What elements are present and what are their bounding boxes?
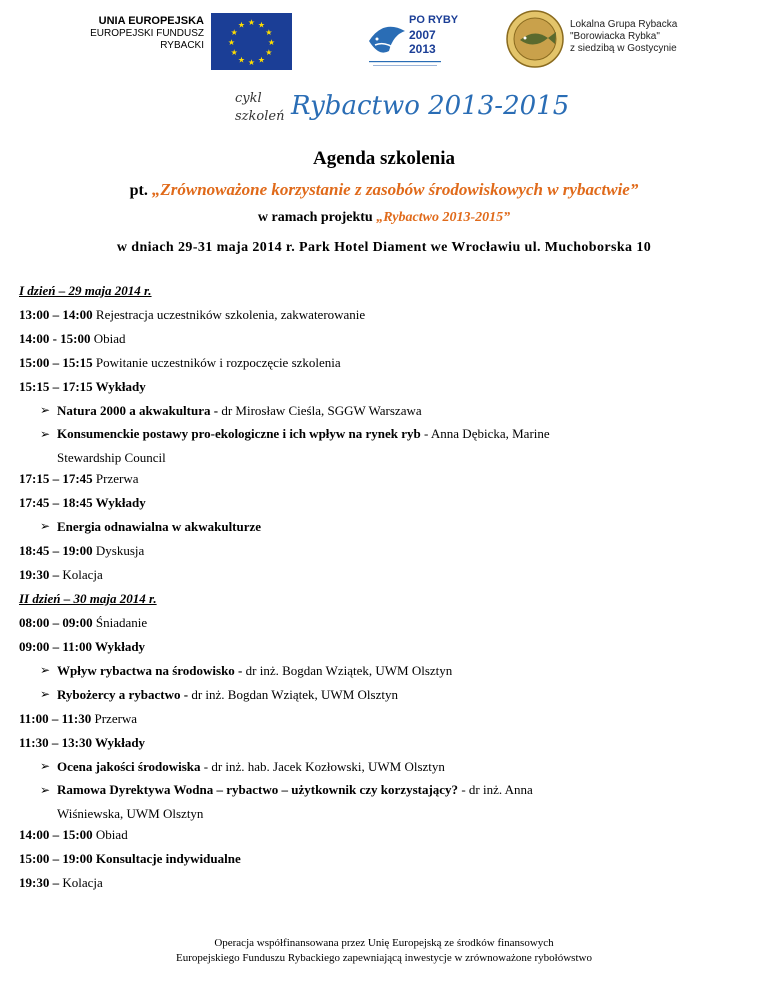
agenda-item: 15:00 – 19:00 Konsultacje indywidualne — [19, 851, 241, 866]
lecture-item: ➢ Ocena jakości środowiska - dr inż. hab. Jacek Kozłowski, UWM Olsztyn — [40, 759, 445, 774]
arrow-bullet-icon: ➢ — [40, 663, 51, 677]
svg-text:2007: 2007 — [409, 28, 436, 42]
lecture-item: ➢ Natura 2000 a akwakultura - dr Mirosław Cieśla, SGGW Warszawa — [40, 403, 422, 418]
agenda-item: 14:00 - 15:00 Obiad — [19, 331, 126, 346]
day2-heading: II dzień – 30 maja 2014 r. — [19, 591, 157, 606]
project-prefix: w ramach projektu — [257, 210, 377, 225]
svg-text:★: ★ — [257, 55, 266, 65]
lgr-line3: z siedzibą w Gostycynie — [570, 43, 677, 54]
po-ryby-logo — [365, 11, 459, 75]
eu-line3: RYBACKI — [160, 40, 204, 51]
agenda-item: 17:45 – 18:45 Wykłady — [19, 495, 146, 510]
svg-text:2013: 2013 — [409, 42, 436, 56]
lgr-line1: Lokalna Grupa Rybacka — [570, 19, 678, 30]
svg-text:★: ★ — [265, 28, 273, 37]
svg-text:★: ★ — [227, 38, 236, 47]
svg-text:★: ★ — [247, 18, 256, 27]
footer-line2: Europejskiego Funduszu Rybackiego zapewniającą inwestycje w zrównoważone rybołówstwo — [176, 952, 592, 964]
agenda-item: 11:00 – 11:30 Przerwa — [19, 711, 138, 726]
eu-line1: UNIA EUROPEJSKA — [98, 15, 204, 27]
lecture-item: ➢ Ramowa Dyrektywa Wodna – rybactwo – użytkownik czy korzystający? - dr inż. Anna Wiśniewska, UWM Olsztyn — [19, 778, 739, 826]
footer-line1: Operacja współfinansowana przez Unię Europejską ze środków finansowych — [214, 937, 554, 949]
agenda-item: 19:30 – Kolacja — [19, 567, 103, 582]
svg-text:★: ★ — [247, 58, 256, 67]
subtitle-topic: „Zrównoważone korzystanie z zasobów środowiskowych w rybactwie” — [151, 180, 639, 199]
agenda-item: 13:00 – 14:00 Rejestracja uczestników szkolenia, zakwaterowanie — [19, 307, 366, 322]
agenda-item: 14:00 – 15:00 Obiad — [19, 827, 128, 842]
svg-text:★: ★ — [230, 28, 238, 37]
arrow-bullet-icon: ➢ — [40, 427, 51, 441]
agenda-item: 15:15 – 17:15 Wykłady — [19, 379, 146, 394]
agenda-item: 15:00 – 15:15 Powitanie uczestników i rozpoczęcie szkolenia — [19, 355, 341, 370]
svg-text:cykl: cykl — [235, 91, 262, 106]
lecture-item: ➢ Wpływ rybactwa na środowisko - dr inż. Bogdan Wziątek, UWM Olsztyn — [40, 663, 453, 678]
eu-line2: EUROPEJSKI FUNDUSZ — [90, 28, 204, 39]
svg-text:★: ★ — [265, 48, 273, 57]
arrow-bullet-icon: ➢ — [40, 687, 51, 701]
agenda-item: 09:00 – 11:00 Wykłady — [19, 639, 146, 654]
eu-flag-icon — [211, 13, 292, 70]
agenda-item: 18:45 – 19:00 Dyskusja — [19, 543, 145, 558]
lecture-item: ➢ Rybożercy a rybactwo - dr inż. Bogdan Wziątek, UWM Olsztyn — [40, 687, 398, 702]
svg-text:Rybactwo 2013-2015: Rybactwo 2013-2015 — [291, 91, 570, 121]
lgr-line2: "Borowiacka Rybka" — [570, 31, 660, 42]
agenda-list — [19, 282, 739, 898]
arrow-bullet-icon: ➢ — [40, 519, 51, 533]
header-logos — [0, 0, 768, 80]
dates-location: w dniach 29-31 maja 2014 r. Park Hotel Diament we Wrocławiu ul. Muchoborska 10 — [116, 240, 652, 255]
project-line — [0, 210, 768, 226]
project-name: „Rybactwo 2013-2015” — [376, 210, 511, 225]
svg-text:PO RYBY: PO RYBY — [409, 14, 459, 26]
svg-text:★: ★ — [237, 55, 246, 65]
svg-text:★: ★ — [257, 20, 266, 30]
arrow-bullet-icon: ➢ — [40, 783, 51, 797]
day1-heading: I dzień – 29 maja 2014 r. — [19, 283, 152, 298]
eu-fund-label — [88, 14, 204, 52]
page-title: Agenda szkolenia — [313, 148, 455, 169]
agenda-item: 17:15 – 17:45 Przerwa — [19, 471, 139, 486]
arrow-bullet-icon: ➢ — [40, 403, 51, 417]
lecture-item: ➢ Energia odnawialna w akwakulturze — [40, 519, 262, 534]
arrow-bullet-icon: ➢ — [40, 759, 51, 773]
svg-text:szkoleń: szkoleń — [235, 109, 285, 124]
svg-text:★: ★ — [230, 48, 238, 57]
agenda-item: 19:30 – Kolacja — [19, 875, 103, 890]
svg-text:★: ★ — [237, 20, 246, 30]
footer-note — [0, 936, 768, 966]
training-subtitle — [0, 180, 768, 200]
agenda-item: 11:30 – 13:30 Wykłady — [19, 735, 146, 750]
lecture-item: ➢ Konsumenckie postawy pro-ekologiczne i ich wpływ na rynek ryb - Anna Dębicka, Marine Stewardship Council — [19, 422, 739, 470]
lgr-fish-seal-icon — [506, 10, 564, 68]
lgr-label — [570, 19, 677, 55]
subtitle-prefix: pt. — [129, 182, 152, 199]
cykl-szkolen-logo — [235, 80, 570, 132]
svg-text:★: ★ — [267, 38, 276, 47]
agenda-item: 08:00 – 09:00 Śniadanie — [19, 615, 148, 630]
